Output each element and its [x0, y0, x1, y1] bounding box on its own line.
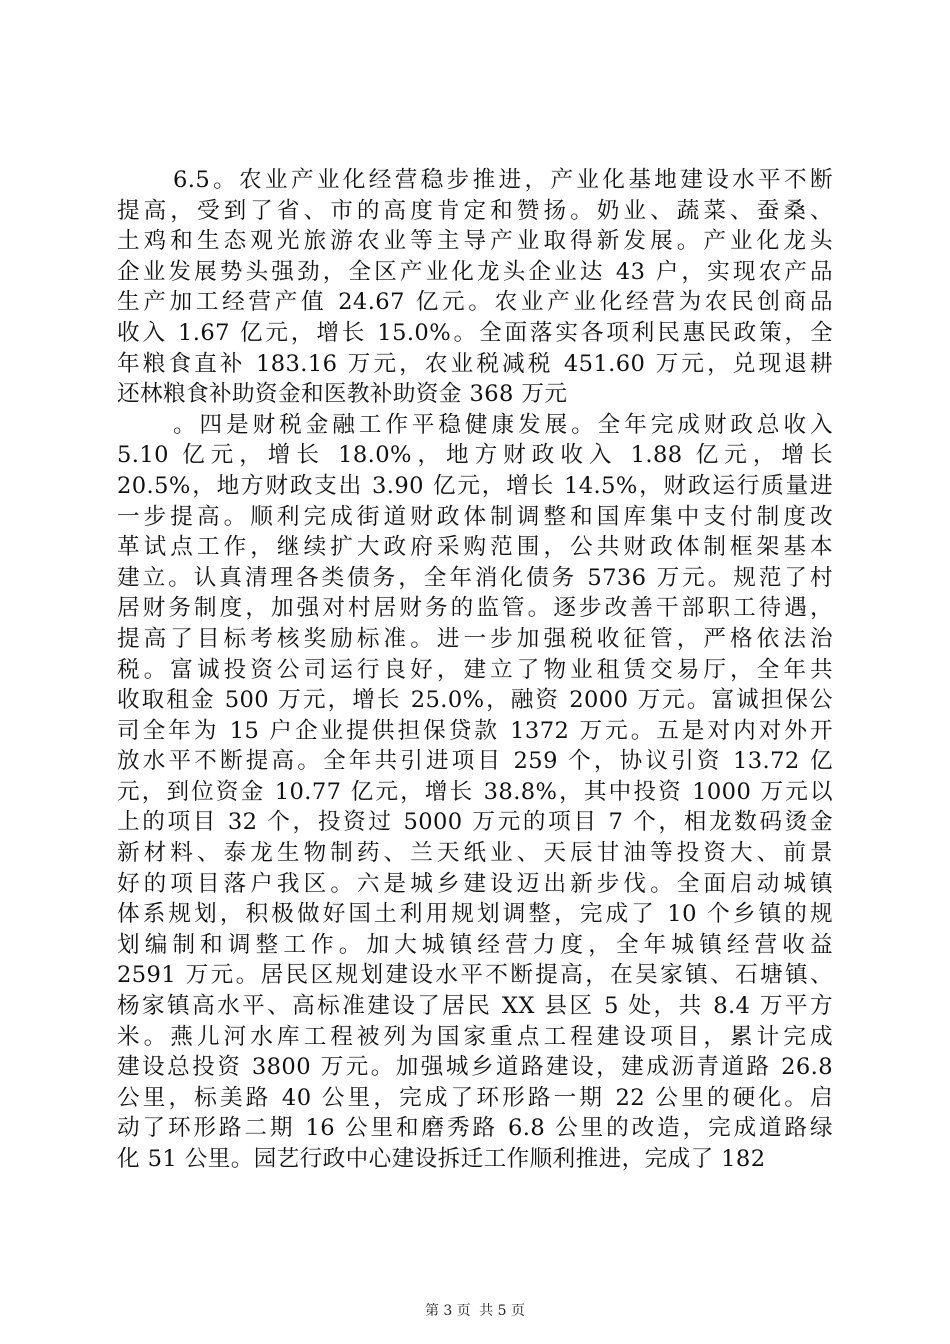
text-line: 20.5%，地方财政支出 3.90 亿元，增长 14.5%，财政运行质量进: [117, 472, 833, 499]
text-line: 土鸡和生态观光旅游农业等主导产业取得新发展。产业化龙头: [117, 228, 833, 255]
document-body: [117, 165, 833, 1175]
text-line: 建立。认真清理各类债务，全年消化债务 5736 万元。规范了村: [117, 564, 833, 591]
text-line: 居财务制度，加强对村居财务的监管。逐步改善干部职工待遇，: [117, 595, 833, 622]
text-line: 司全年为 15 户企业提供担保贷款 1372 万元。五是对内对外开: [117, 717, 833, 744]
text-line: 体系规划，积极做好国土利用规划调整，完成了 10 个乡镇的规: [117, 901, 833, 928]
page-number-total: 共 5 页: [479, 1303, 526, 1319]
text-line: 化 51 公里。园艺行政中心建设拆迁工作顺利推进，完成了 182: [117, 1146, 766, 1172]
text-line: 6.5。农业产业化经营稳步推进，产业化基地建设水平不断: [173, 167, 833, 193]
text-line: 元，到位资金 10.77 亿元，增长 38.8%，其中投资 1000 万元以: [117, 778, 833, 805]
page-footer: [0, 1300, 950, 1320]
text-line: 年粮食直补 183.16 万元，农业税减税 451.60 万元，兑现退耕: [117, 350, 833, 377]
text-line: 放水平不断提高。全年共引进项目 259 个，协议引资 13.72 亿: [117, 748, 833, 775]
text-line: 2591 万元。居民区规划建设水平不断提高，在吴家镇、石塘镇、: [117, 962, 833, 989]
text-line: 动了环形路二期 16 公里和磨秀路 6.8 公里的改造，完成道路绿: [117, 1115, 833, 1142]
text-line: 上的项目 32 个，投资过 5000 万元的项目 7 个，相龙数码烫金: [117, 809, 833, 836]
text-line: 生产加工经营产值 24.67 亿元。农业产业化经营为农民创商品: [117, 289, 833, 316]
text-line: 。四是财税金融工作平稳健康发展。全年完成财政总收入: [173, 411, 833, 438]
text-line: 提高，受到了省、市的高度肯定和赞扬。奶业、蔬菜、蚕桑、: [117, 197, 833, 224]
text-line: 杨家镇高水平、高标准建设了居民 XX 县区 5 处，共 8.4 万平方: [117, 993, 833, 1020]
text-line: 米。燕儿河水库工程被列为国家重点工程建设项目，累计完成: [117, 1023, 833, 1050]
text-line: 税。富诚投资公司运行良好，建立了物业租赁交易厅，全年共: [117, 656, 833, 683]
page-number-current: 第 3 页: [424, 1303, 471, 1319]
text-line: 提高了目标考核奖励标准。进一步加强税收征管，严格依法治: [117, 625, 833, 652]
text-line: 公里，标美路 40 公里，完成了环形路一期 22 公里的硬化。启: [117, 1084, 833, 1111]
text-line: 一步提高。顺利完成街道财政体制调整和国库集中支付制度改: [117, 503, 833, 530]
text-line: 新材料、泰龙生物制药、兰天纸业、天辰甘油等投资大、前景: [117, 840, 833, 867]
text-line: 还林粮食补助资金和医教补助资金 368 万元: [117, 381, 568, 408]
text-line: 好的项目落户我区。六是城乡建设迈出新步伐。全面启动城镇: [117, 870, 833, 897]
paragraph-2: [117, 410, 833, 1175]
text-line: 革试点工作，继续扩大政府采购范围，公共财政体制框架基本: [117, 534, 833, 561]
text-line: 建设总投资 3800 万元。加强城乡道路建设，建成沥青道路 26.8: [117, 1054, 833, 1081]
paragraph-1: [117, 165, 833, 410]
text-line: 5.10 亿元，增长 18.0%，地方财政收入 1.88 亿元，增长: [117, 442, 833, 469]
text-line: 收取租金 500 万元，增长 25.0%，融资 2000 万元。富诚担保公: [117, 687, 833, 714]
text-line: 收入 1.67 亿元，增长 15.0%。全面落实各项利民惠民政策，全: [117, 319, 833, 346]
text-line: 企业发展势头强劲，全区产业化龙头企业达 43 户，实现农产品: [117, 258, 833, 285]
text-line: 划编制和调整工作。加大城镇经营力度，全年城镇经营收益: [117, 931, 833, 958]
